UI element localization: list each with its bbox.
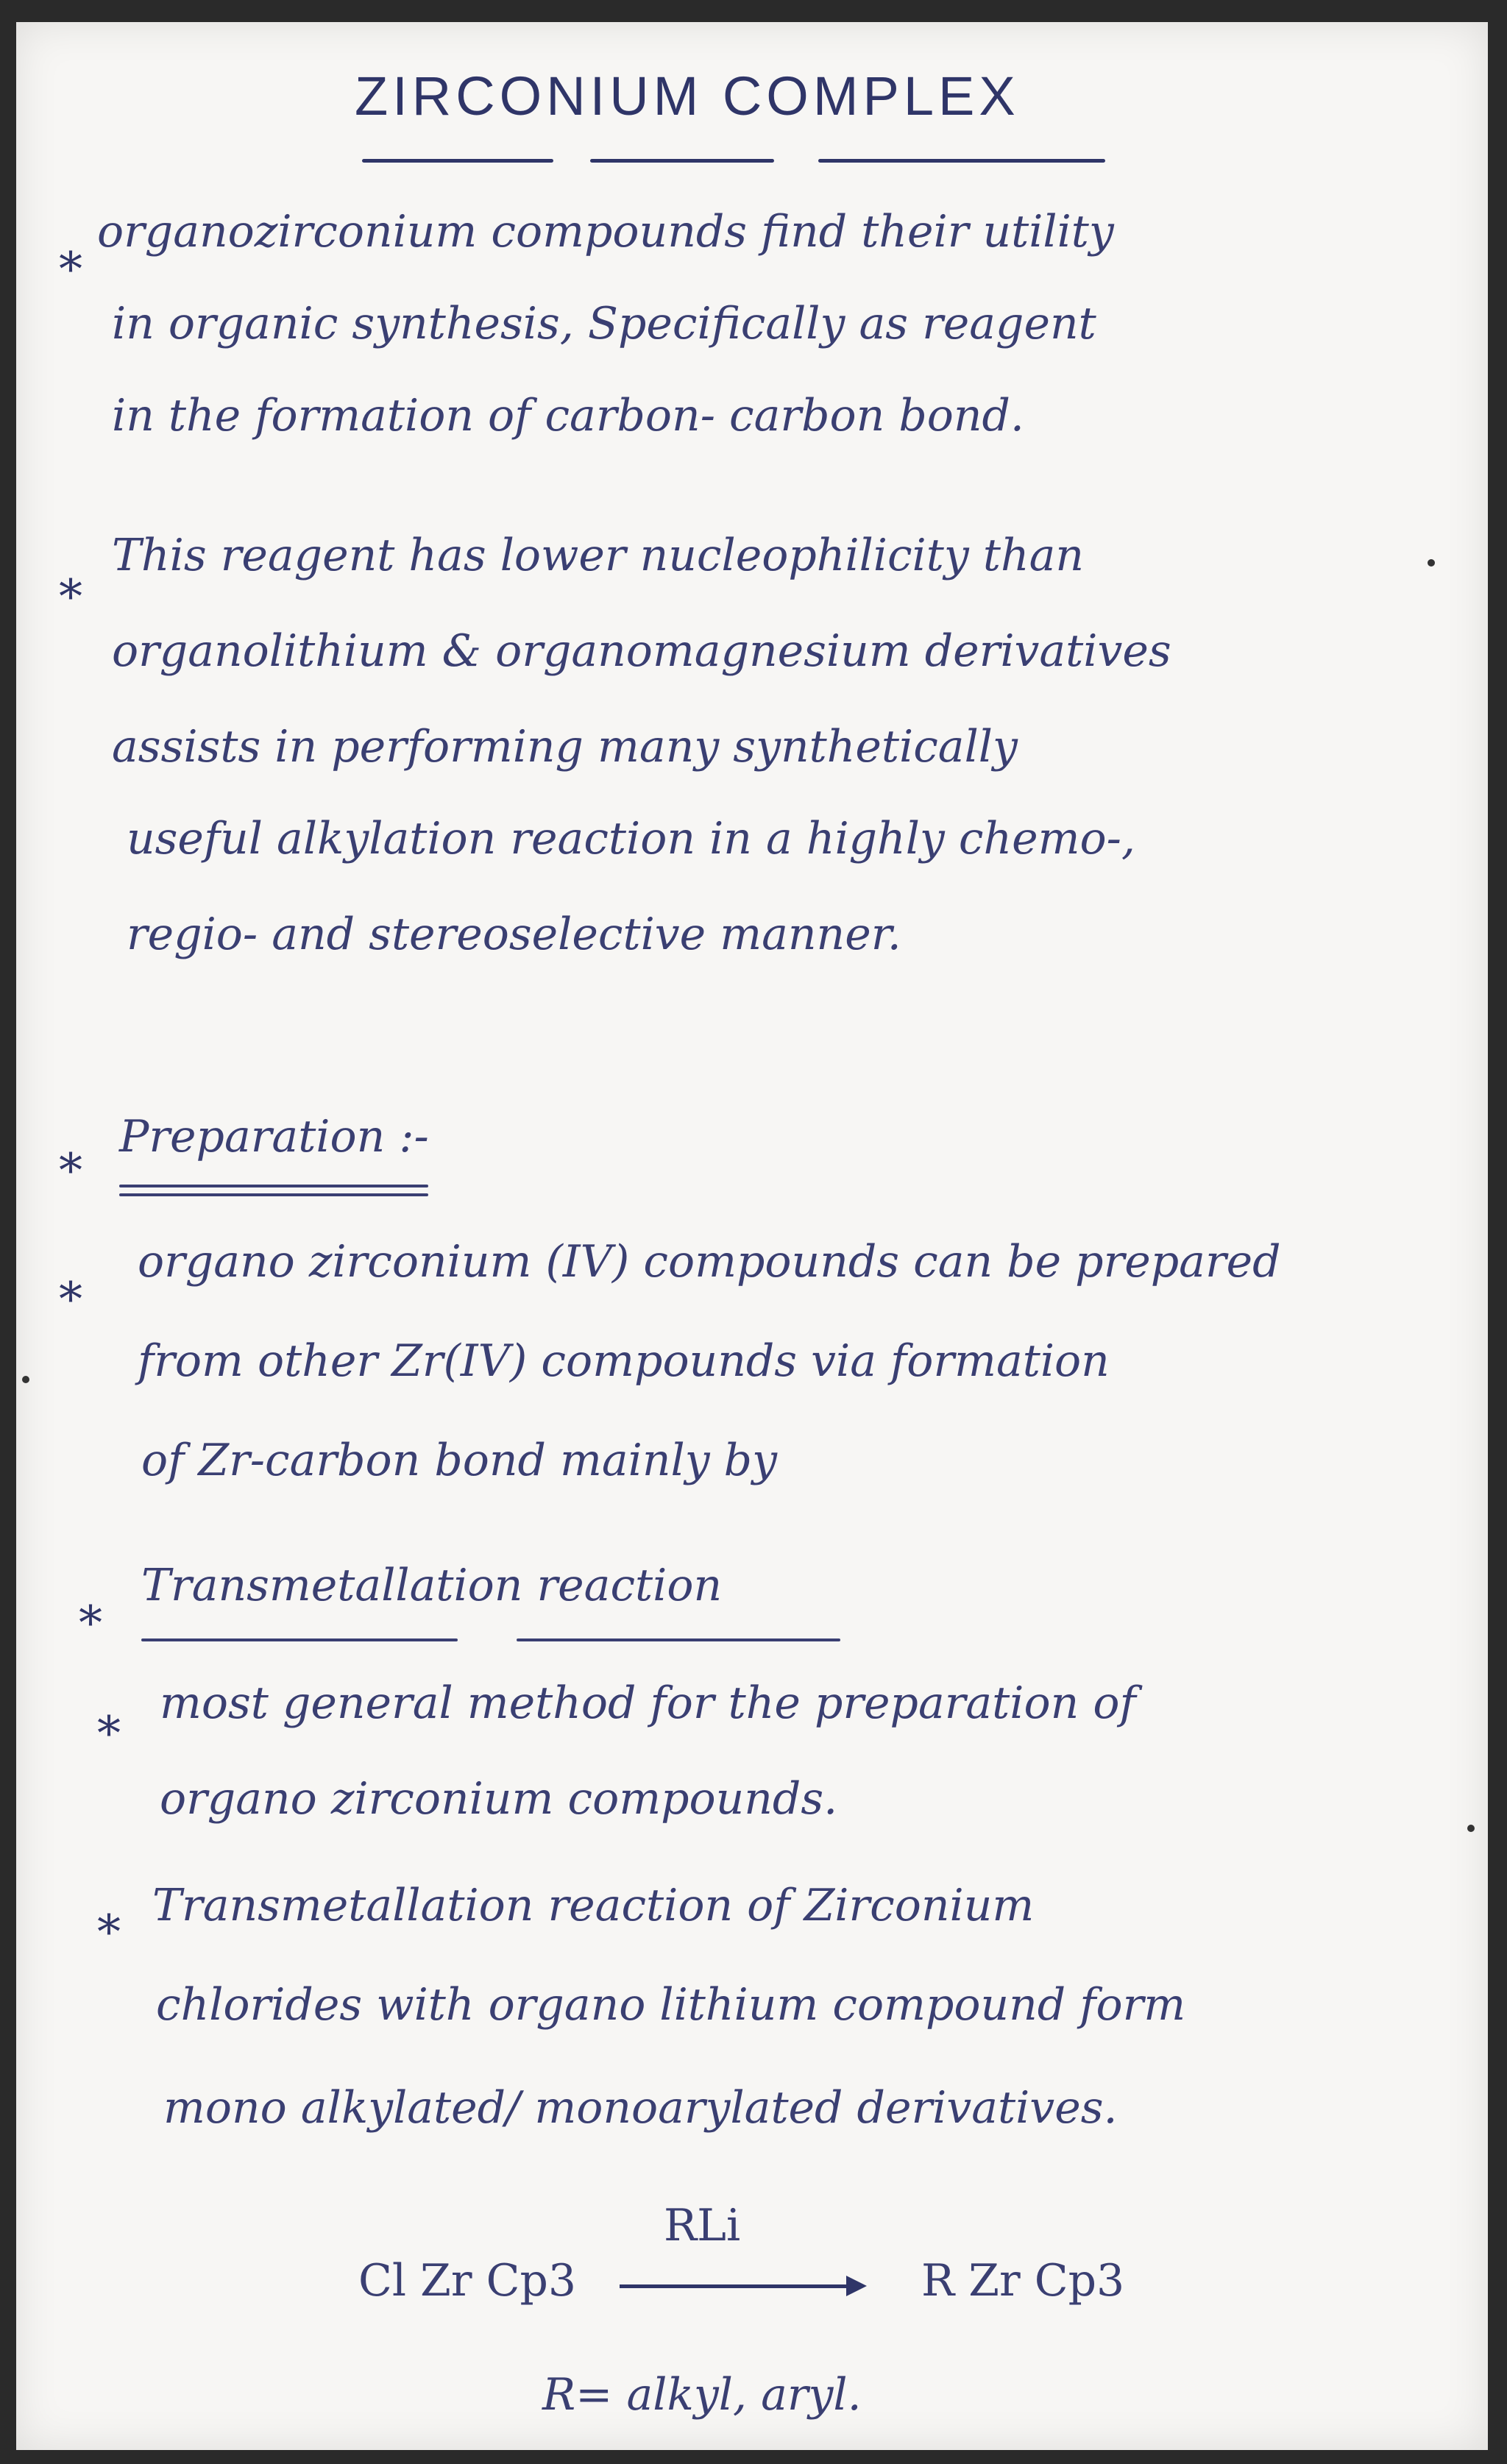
- heading-underline: [119, 1193, 428, 1196]
- transmetallation-line: mono alkylated/ monoarylated derivatives.: [163, 2082, 1118, 2134]
- intro-line: in organic synthesis, Specifically as reagent: [112, 298, 1096, 349]
- heading-underline: [517, 1638, 840, 1641]
- title-underline: [818, 159, 1105, 163]
- margin-dot: [1428, 559, 1435, 567]
- heading-underline: [141, 1638, 458, 1641]
- transmetallation-line: most general method for the preparation of: [160, 1677, 1136, 1729]
- margin-dot: [1467, 1825, 1475, 1832]
- intro-line: assists in performing many synthetically: [112, 721, 1018, 773]
- preparation-line: organo zirconium (IV) compounds can be prepared: [138, 1236, 1281, 1288]
- bullet-star: *: [59, 1273, 82, 1327]
- preparation-line: of Zr-carbon bond mainly by: [141, 1435, 777, 1486]
- intro-line: useful alkylation reaction in a highly chemo-,: [127, 813, 1135, 864]
- equation-reagent: RLi: [664, 2200, 741, 2251]
- arrow-right-icon: [846, 2276, 867, 2296]
- bullet-star: *: [97, 1906, 121, 1960]
- transmetallation-line: chlorides with organo lithium compound form: [156, 1979, 1186, 2031]
- bullet-star: *: [59, 243, 82, 297]
- intro-line: regio- and stereoselective manner.: [127, 909, 901, 960]
- equation-note: R= alkyl, aryl.: [542, 2369, 862, 2421]
- preparation-heading: Preparation :-: [119, 1111, 429, 1162]
- bullet-star: *: [59, 1144, 82, 1199]
- intro-line: organolithium & organomagnesium derivatives: [112, 625, 1171, 677]
- title-underline: [362, 159, 553, 163]
- page-title: ZIRCONIUM COMPLEX: [355, 65, 1020, 127]
- bullet-star: *: [97, 1707, 121, 1761]
- intro-line: organozirconium compounds find their utility: [97, 206, 1114, 258]
- bullet-star: *: [59, 570, 82, 625]
- bullet-star: *: [79, 1597, 102, 1651]
- heading-underline: [119, 1185, 428, 1187]
- reaction-arrow-line: [620, 2284, 848, 2288]
- title-underline: [590, 159, 774, 163]
- transmetallation-line: organo zirconium compounds.: [160, 1773, 838, 1825]
- transmetallation-heading: Transmetallation reaction: [141, 1560, 723, 1611]
- transmetallation-line: Transmetallation reaction of Zirconium: [152, 1880, 1035, 1931]
- intro-line: This reagent has lower nucleophilicity than: [112, 530, 1084, 581]
- intro-line: in the formation of carbon- carbon bond.: [112, 390, 1024, 441]
- notebook-page: [16, 22, 1488, 2450]
- preparation-line: from other Zr(IV) compounds via formation: [138, 1335, 1110, 1387]
- equation-product: R Zr Cp3: [921, 2255, 1125, 2307]
- equation-reactant: Cl Zr Cp3: [358, 2255, 577, 2307]
- margin-dot: [22, 1376, 29, 1383]
